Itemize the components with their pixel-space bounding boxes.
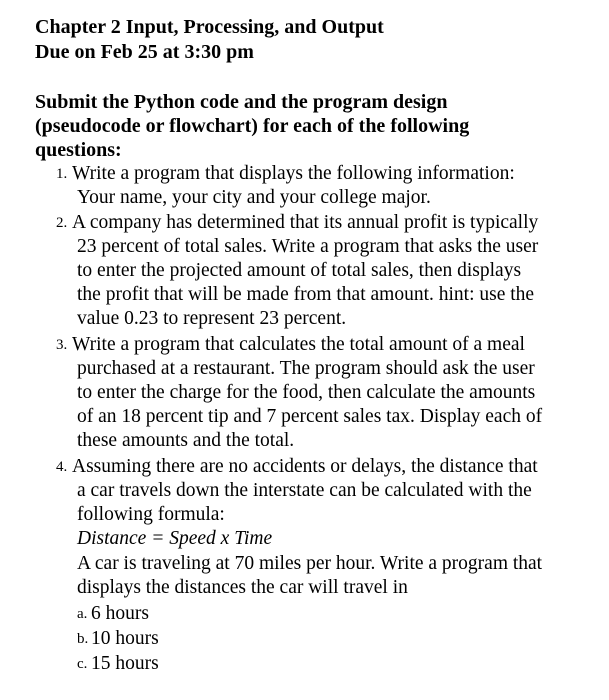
instructions-line: questions:: [35, 139, 122, 161]
question-text: of an 18 percent tip and 7 percent sales tax. Display each of: [77, 406, 543, 427]
question-text: to enter the charge for the food, then calculate the amounts: [77, 382, 536, 403]
subitem-letter: a.: [77, 606, 88, 622]
question-text: a car travels down the interstate can be calculated with the: [77, 480, 532, 501]
question-text: displays the distances the car will travel in: [77, 577, 408, 598]
question-text: Your name, your city and your college major.: [77, 187, 431, 208]
subitem-text: 6 hours: [91, 603, 149, 624]
question-number: 1.: [56, 166, 68, 182]
subitem-letter: c.: [77, 656, 88, 672]
question-number: 4.: [56, 459, 68, 475]
question-text: following formula:: [77, 504, 225, 525]
formula: Distance = Speed x Time: [77, 528, 273, 549]
question-text: A company has determined that its annual profit is typically: [72, 212, 539, 233]
question-text: to enter the projected amount of total sales, then displays: [77, 260, 522, 281]
question-text: Write a program that calculates the total amount of a meal: [72, 334, 525, 355]
question-text: 23 percent of total sales. Write a program that asks the user: [77, 236, 539, 257]
question-text: value 0.23 to represent 23 percent.: [77, 308, 347, 329]
question-text: Assuming there are no accidents or delays, the distance that: [72, 456, 538, 477]
chapter-title: Chapter 2 Input, Processing, and Output: [35, 16, 384, 38]
question-text: Write a program that displays the following information:: [72, 163, 515, 184]
question-text: these amounts and the total.: [77, 430, 295, 451]
subitem-letter: b.: [77, 631, 89, 647]
question-number: 3.: [56, 337, 68, 353]
instructions-line: Submit the Python code and the program design: [35, 91, 448, 113]
question-number: 2.: [56, 215, 68, 231]
question-text: A car is traveling at 70 miles per hour. Write a program that: [77, 553, 543, 574]
question-text: purchased at a restaurant. The program should ask the user: [77, 358, 535, 379]
subitem-text: 15 hours: [91, 653, 159, 674]
due-date: Due on Feb 25 at 3:30 pm: [35, 41, 254, 63]
question-text: the profit that will be made from that amount. hint: use the: [77, 284, 535, 305]
subitem-text: 10 hours: [91, 628, 159, 649]
instructions-line: (pseudocode or flowchart) for each of the following: [35, 115, 470, 137]
